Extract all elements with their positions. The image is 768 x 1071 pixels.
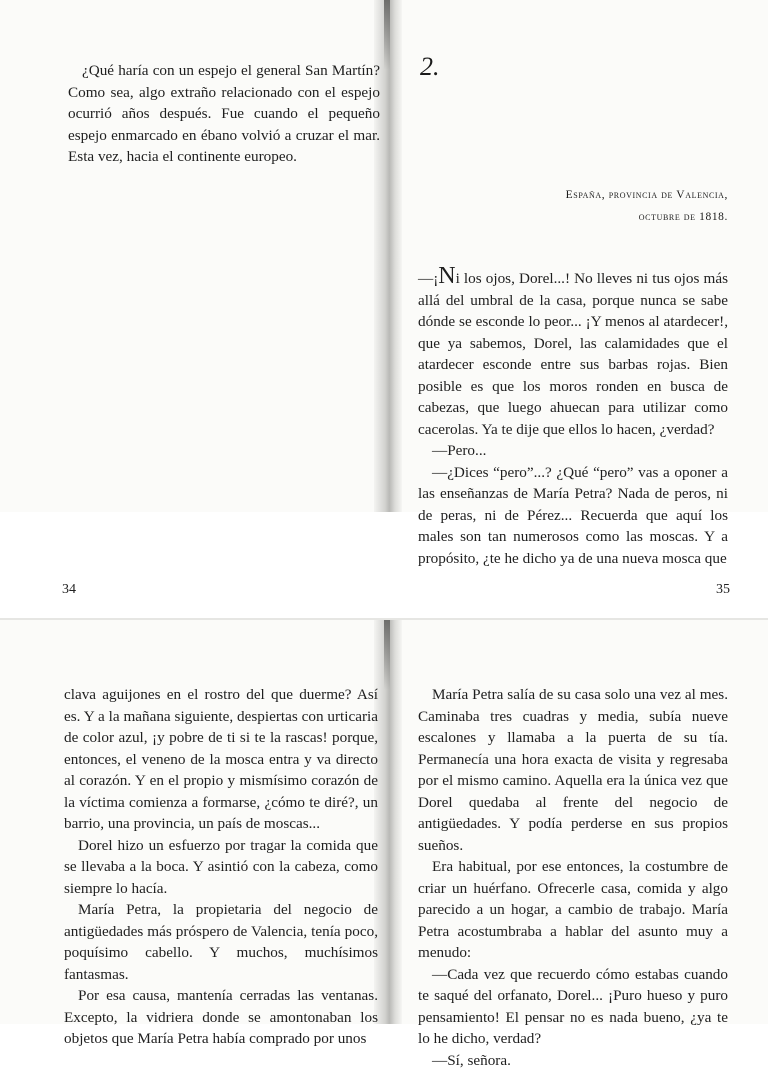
paragraph: Por esa causa, mantenía cerradas las ventanas. Excepto, la vidriera donde se amontonaban los objetos que María Petra había comprado por unos <box>64 985 378 1050</box>
paragraph: María Petra, la propietaria del negocio de antigüedades más próspero de Valencia, tenía poco, poquísimo cabello. Y muchos, muchísimos fantasmas. <box>64 899 378 985</box>
paragraph: clava aguijones en el rostro del que duerme? Así es. Y a la mañana siguiente, despiertas con urticaria de color azul, ¡y pobre de ti si te la rascas! porque, entonces, el veneno de la mosca entra y va directo al corazón. Y en el propio y mismísimo corazón de la víctima comienza a formarse, ¿cómo te diré?, un barrio, una provincia, un país de moscas... <box>64 684 378 835</box>
paragraph: Dorel hizo un esfuerzo por tragar la comida que se llevaba a la boca. Y asintió con la cabeza, como siempre lo hacía. <box>64 835 378 900</box>
page-35 <box>402 0 768 512</box>
chapter-place-date <box>566 184 728 228</box>
page-number-left: 34 <box>62 582 76 598</box>
paragraph: —Cada vez que recuerdo cómo estabas cuando te saqué del orfanato, Dorel... ¡Puro hueso y puro pensamiento! El pensar no es nada bueno, ¿ya te lo he dicho, verdad? <box>418 964 728 1050</box>
gutter-shadow <box>384 620 390 690</box>
gutter-shadow <box>384 0 390 70</box>
paragraph: ¿Qué haría con un espejo el general San Martín? Como sea, algo extraño relacionado con el espejo ocurrió años después. Fue cuando el pequeño espejo enmarcado en ébano volvió a cruzar el mar. Esta vez, hacia el continente europeo. <box>68 60 380 168</box>
page-35-text <box>418 266 728 569</box>
place-line: España, provincia de Valencia, <box>566 184 728 206</box>
paragraph: —Pero... <box>418 440 728 462</box>
dialogue-dash: —¡ <box>418 270 438 287</box>
top-spread <box>0 0 768 512</box>
date-line: octubre de 1818. <box>566 206 728 228</box>
drop-cap-letter: N <box>438 263 455 289</box>
page-34 <box>0 0 374 512</box>
paragraph: —Sí, señora. <box>418 1050 728 1071</box>
paragraph: —¿Dices “pero”...? ¿Qué “pero” vas a oponer a las enseñanzas de María Petra? Nada de peros, ni de peras, ni de Pérez... Recuerda que aquí los males son tan numerosos como las moscas. Y a propósito, ¿te he dicho ya de una nueva mosca que <box>418 462 728 570</box>
bottom-spread <box>0 620 768 1024</box>
page-34-text <box>68 60 380 168</box>
page-36 <box>0 620 374 1024</box>
page-37 <box>402 620 768 1024</box>
page-number-right: 35 <box>716 582 730 598</box>
page-36-text <box>64 684 378 1050</box>
paragraph: Era habitual, por ese entonces, la costumbre de criar un huérfano. Ofrecerle casa, comida y algo parecido a un hogar, a cambio de trabajo. María Petra acostumbraba a hablar del asunto muy a menudo: <box>418 856 728 964</box>
opening-paragraph <box>418 266 728 440</box>
chapter-number: 2. <box>420 52 440 82</box>
opening-text: i los ojos, Dorel...! No lleves ni tus ojos más allá del umbral de la casa, porque nunca se sabe dónde se esconde lo peor... ¡Y menos al atardecer!, que ya sabemos, Dorel, las calamidades que el atardecer esconde entre sus barbas rojas. Bien posible es que los moros ronden en busca de cabezas, que luego ahuecan para utilizar como cacerolas. Ya te dije que ellos lo hacen, ¿verdad? <box>418 270 728 438</box>
page-37-text <box>418 684 728 1071</box>
paragraph: María Petra salía de su casa solo una vez al mes. Caminaba tres cuadras y media, subía nueve escalones y llamaba a la puerta de su tía. Permanecía una hora exacta de visita y regresaba por el mismo camino. Aquella era la única vez que Dorel quedaba al frente del negocio de antigüedades. Y podía perderse en sus propios sueños. <box>418 684 728 856</box>
